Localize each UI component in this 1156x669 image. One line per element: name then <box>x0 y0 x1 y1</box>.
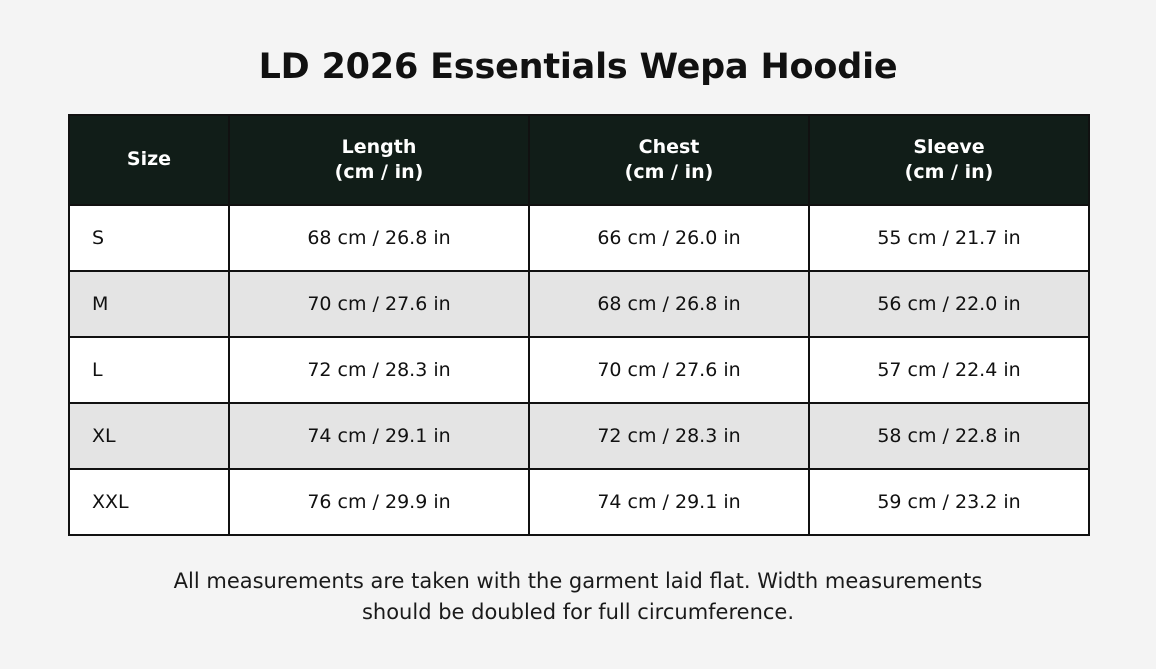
cell-sleeve: 58 cm / 22.8 in <box>809 403 1089 469</box>
cell-length: 74 cm / 29.1 in <box>229 403 529 469</box>
table-row <box>69 403 1089 469</box>
measurement-footnote: All measurements are taken with the garment laid flat. Width measurements should be doubled for full circumference. <box>173 568 983 624</box>
cell-sleeve: 57 cm / 22.4 in <box>809 337 1089 403</box>
cell-size: XL <box>69 403 229 469</box>
column-header-chest-label: Chest <box>638 136 700 159</box>
table-body <box>69 205 1089 535</box>
page-title: LD 2026 Essentials Wepa Hoodie <box>258 47 898 87</box>
column-header-length-unit: (cm / in) <box>334 160 424 183</box>
column-header-length-label: Length <box>341 136 417 159</box>
column-header-sleeve-label: Sleeve <box>913 136 985 159</box>
column-header-length <box>229 115 529 205</box>
cell-sleeve: 59 cm / 23.2 in <box>809 469 1089 535</box>
cell-length: 76 cm / 29.9 in <box>229 469 529 535</box>
table-row <box>69 271 1089 337</box>
cell-size: XXL <box>69 469 229 535</box>
size-table <box>68 114 1090 536</box>
column-header-sleeve-unit: (cm / in) <box>904 160 994 183</box>
cell-sleeve: 55 cm / 21.7 in <box>809 205 1089 271</box>
size-table-container <box>68 114 1088 536</box>
table-row <box>69 337 1089 403</box>
table-row <box>69 469 1089 535</box>
cell-chest: 70 cm / 27.6 in <box>529 337 809 403</box>
cell-length: 72 cm / 28.3 in <box>229 337 529 403</box>
column-header-sleeve <box>809 115 1089 205</box>
cell-sleeve: 56 cm / 22.0 in <box>809 271 1089 337</box>
cell-chest: 72 cm / 28.3 in <box>529 403 809 469</box>
column-header-chest-unit: (cm / in) <box>624 160 714 183</box>
cell-size: M <box>69 271 229 337</box>
cell-length: 70 cm / 27.6 in <box>229 271 529 337</box>
cell-chest: 74 cm / 29.1 in <box>529 469 809 535</box>
cell-length: 68 cm / 26.8 in <box>229 205 529 271</box>
table-row <box>69 205 1089 271</box>
column-header-chest <box>529 115 809 205</box>
column-header-size-label: Size <box>126 148 172 171</box>
column-header-size <box>69 115 229 205</box>
cell-size: S <box>69 205 229 271</box>
table-header-row <box>69 115 1089 205</box>
table-header <box>69 115 1089 205</box>
cell-size: L <box>69 337 229 403</box>
cell-chest: 68 cm / 26.8 in <box>529 271 809 337</box>
cell-chest: 66 cm / 26.0 in <box>529 205 809 271</box>
